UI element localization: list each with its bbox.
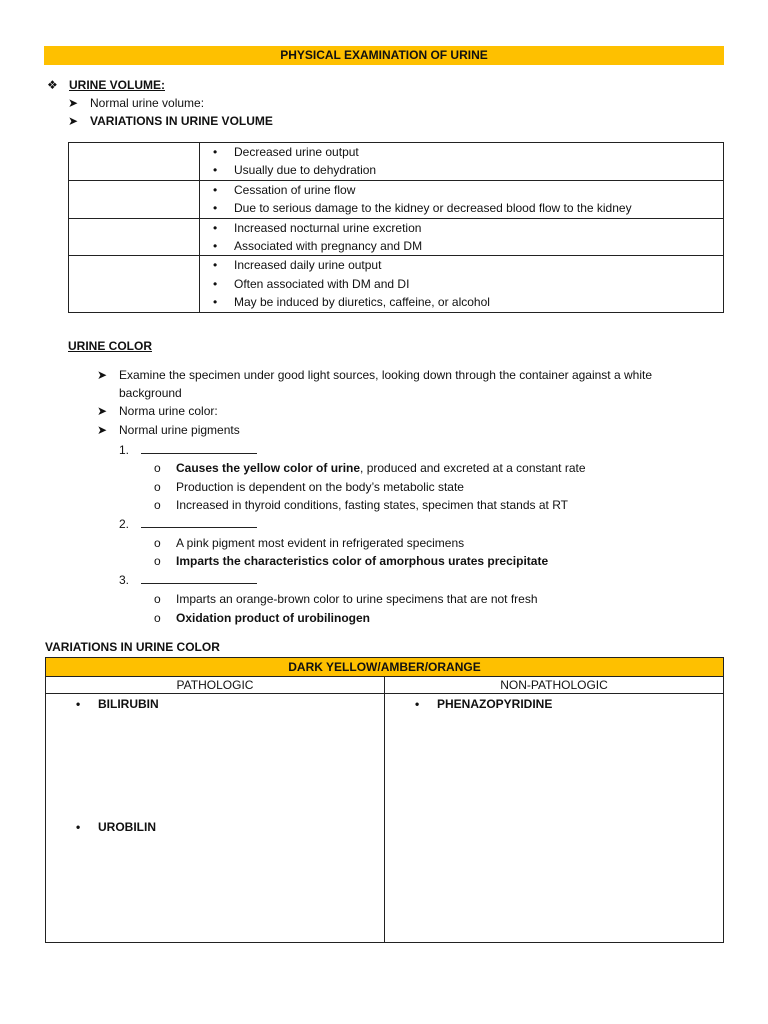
list-item: • Decreased urine output: [200, 143, 723, 161]
fill-in-blank: [141, 441, 257, 454]
fill-in-blank: [141, 571, 257, 584]
blank-label-cell: [69, 218, 200, 256]
pigment-number-row: [119, 515, 257, 533]
variations-color-heading: VARIATIONS IN URINE COLOR: [45, 640, 220, 654]
blank-label-cell: [69, 256, 200, 312]
pigment-sub-item: [154, 478, 464, 496]
blank-label-cell: [69, 143, 200, 181]
diamond-bullet-icon: ❖: [47, 78, 58, 92]
circle-bullet-icon: o: [154, 536, 161, 550]
non-pathologic-cell: [385, 694, 724, 943]
list-item: • Usually due to dehydration: [200, 161, 723, 179]
list-item: • BILIRUBIN: [46, 695, 384, 713]
list-item: • Cessation of urine flow: [200, 181, 723, 199]
list-item: • Often associated with DM and DI: [200, 275, 723, 293]
pigment-sub-item: [154, 590, 538, 608]
pigment-sub-item: [154, 459, 586, 477]
arrow-bullet-icon: ➤: [97, 368, 108, 382]
arrow-bullet-icon: ➤: [97, 423, 108, 437]
volume-item: [68, 94, 204, 112]
list-item: • May be induced by diuretics, caffeine, or alcohol: [200, 293, 723, 311]
list-item: • PHENAZOPYRIDINE: [385, 695, 723, 713]
description-cell: [200, 218, 724, 256]
list-item: • Increased nocturnal urine excretion: [200, 219, 723, 237]
pigment-number: 1.: [119, 443, 130, 457]
color-instruction: Examine the specimen under good light sources, looking down through the container against a white: [119, 368, 652, 382]
color-instruction-cont: background: [119, 386, 182, 400]
normal-color-label: Norma urine color:: [119, 404, 218, 418]
volume-item: [68, 112, 273, 130]
circle-bullet-icon: o: [154, 554, 161, 568]
circle-bullet-icon: o: [154, 461, 161, 475]
circle-bullet-icon: o: [154, 611, 161, 625]
pigment-number-row: [119, 571, 257, 589]
color-arrow-item: [97, 366, 652, 384]
table-row: [69, 143, 724, 181]
pigment-sub-item: [154, 534, 464, 552]
circle-bullet-icon: o: [154, 480, 161, 494]
table-row: [69, 218, 724, 256]
arrow-bullet-icon: ➤: [68, 96, 79, 110]
table-row: [69, 256, 724, 312]
pigment-number: 2.: [119, 517, 130, 531]
pigments-label: Normal urine pigments: [119, 423, 240, 437]
pigment-sub-item: [154, 609, 370, 627]
sub-text: Imparts an orange-brown color to urine specimens that are not fresh: [176, 592, 538, 606]
sub-text: A pink pigment most evident in refrigerated specimens: [176, 536, 465, 550]
volume-heading-row: [47, 76, 165, 94]
list-item: • Associated with pregnancy and DM: [200, 237, 723, 255]
arrow-bullet-icon: ➤: [97, 404, 108, 418]
pigment-sub-item: [154, 552, 548, 570]
blank-label-cell: [69, 180, 200, 218]
description-cell: [200, 256, 724, 312]
sub-bold-text: Oxidation product of urobilinogen: [176, 611, 370, 625]
description-cell: [200, 143, 724, 181]
color-variations-table: [45, 657, 724, 943]
sub-bold-text: Causes the yellow color of urine: [176, 461, 361, 475]
variations-volume-label: VARIATIONS IN URINE VOLUME: [90, 114, 273, 128]
list-item: • Increased daily urine output: [200, 256, 723, 274]
col-header-pathologic: PATHOLOGIC: [46, 677, 385, 694]
sub-text: Production is dependent on the body’s metabolic state: [176, 480, 464, 494]
pigment-sub-item: [154, 496, 568, 514]
volume-heading: URINE VOLUME:: [69, 78, 165, 92]
fill-in-blank: [141, 515, 257, 528]
table-row: [69, 180, 724, 218]
color-arrow-item: [97, 421, 240, 439]
list-item: • UROBILIN: [46, 818, 384, 836]
normal-volume-label: Normal urine volume:: [90, 96, 205, 110]
sub-text: , produced and excreted at a constant rate: [360, 461, 586, 475]
color-arrow-item: [97, 402, 218, 420]
circle-bullet-icon: o: [154, 592, 161, 606]
pigment-number: 3.: [119, 573, 130, 587]
sub-text: Increased in thyroid conditions, fasting states, specimen that stands at RT: [176, 498, 568, 512]
table-head: DARK YELLOW/AMBER/ORANGE: [46, 658, 724, 677]
col-header-non-pathologic: NON-PATHOLOGIC: [385, 677, 724, 694]
color-heading: URINE COLOR: [68, 339, 152, 353]
volume-variations-table: [68, 142, 724, 313]
circle-bullet-icon: o: [154, 498, 161, 512]
arrow-bullet-icon: ➤: [68, 114, 79, 128]
list-item: • Due to serious damage to the kidney or decreased blood flow to the kidney: [200, 199, 723, 217]
pigment-number-row: [119, 441, 257, 459]
pathologic-cell: [46, 694, 385, 943]
page-title: PHYSICAL EXAMINATION OF URINE: [44, 46, 724, 65]
description-cell: [200, 180, 724, 218]
sub-bold-text: Imparts the characteristics color of amorphous urates precipitate: [176, 554, 549, 568]
